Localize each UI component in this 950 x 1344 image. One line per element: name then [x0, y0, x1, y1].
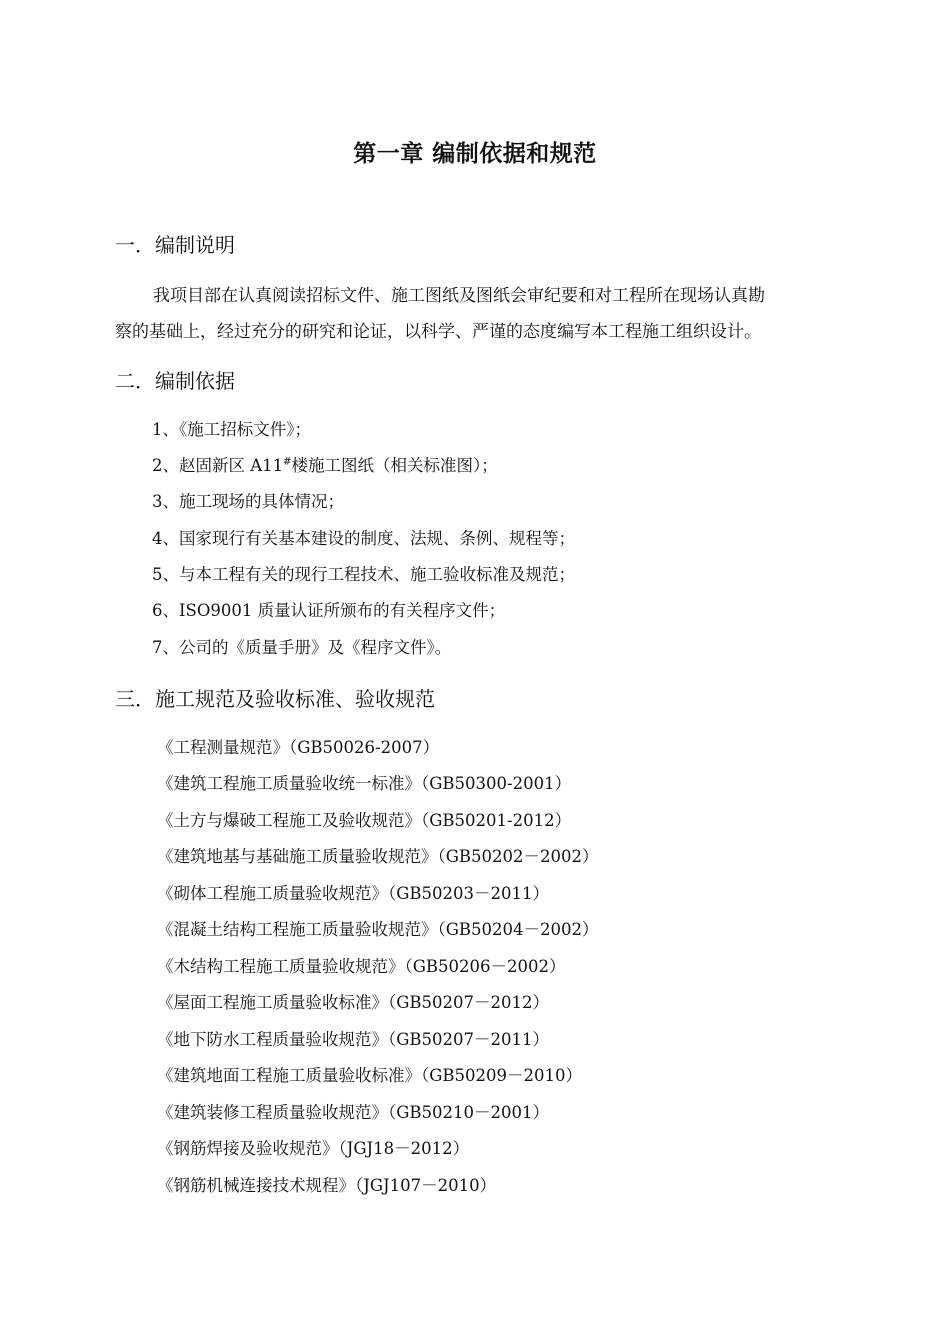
standard-item: 《建筑地面工程施工质量验收标准》（GB50209－2010）: [157, 1066, 583, 1085]
basis-item: [152, 454, 498, 478]
basis-item-text: 2、赵固新区 A11: [152, 456, 284, 475]
section-heading-1: 一．编制说明: [115, 233, 235, 257]
standard-item: 《土方与爆破工程施工及验收规范》（GB50201-2012）: [157, 811, 572, 830]
standard-item: 《地下防水工程质量验收规范》（GB50207－2011）: [157, 1030, 550, 1049]
basis-item: 3、施工现场的具体情况；: [152, 492, 344, 511]
standard-item: 《建筑地基与基础施工质量验收规范》（GB50202－2002）: [157, 847, 599, 866]
standard-item: 《建筑装修工程质量验收规范》（GB50210－2001）: [157, 1103, 550, 1122]
standard-item: 《建筑工程施工质量验收统一标准》（GB50300-2001）: [157, 774, 572, 793]
basis-item-text: 楼施工图纸（相关标准图）；: [291, 456, 498, 475]
standard-item: 《屋面工程施工质量验收标准》（GB50207－2012）: [157, 993, 550, 1012]
chapter-title: 第一章 编制依据和规范: [353, 141, 597, 167]
basis-item: 6、ISO9001 质量认证所颁布的有关程序文件；: [152, 601, 506, 620]
basis-item: 5、与本工程有关的现行工程技术、施工验收标准及规范；: [152, 565, 575, 584]
paragraph-line-1: 我项目部在认真阅读招标文件、施工图纸及图纸会审纪要和对工程所在现场认真勘: [153, 286, 765, 306]
standard-item: 《钢筋机械连接技术规程》（JGJ107－2010）: [157, 1176, 497, 1195]
standard-item: 《木结构工程施工质量验收规范》（GB50206－2002）: [157, 957, 566, 976]
standard-item: 《工程测量规范》（GB50026-2007）: [157, 738, 440, 757]
section-heading-2: 二．编制依据: [115, 369, 235, 393]
basis-item: 4、国家现行有关基本建设的制度、法规、条例、规程等；: [152, 529, 575, 548]
basis-item-superscript: #: [283, 456, 292, 468]
basis-item: 7、公司的《质量手册》及《程序文件》。: [152, 638, 452, 657]
paragraph-line-2: 察的基础上，经过充分的研究和论证，以科学、严谨的态度编写本工程施工组织设计。: [115, 322, 761, 342]
standard-item: 《砌体工程施工质量验收规范》（GB50203－2011）: [157, 884, 550, 903]
section-heading-3: 三．施工规范及验收标准、验收规范: [115, 687, 435, 711]
basis-item: 1、《施工招标文件》；: [152, 420, 311, 439]
standard-item: 《钢筋焊接及验收规范》（JGJ18－2012）: [157, 1139, 470, 1158]
standard-item: 《混凝土结构工程施工质量验收规范》（GB50204－2002）: [157, 920, 599, 939]
